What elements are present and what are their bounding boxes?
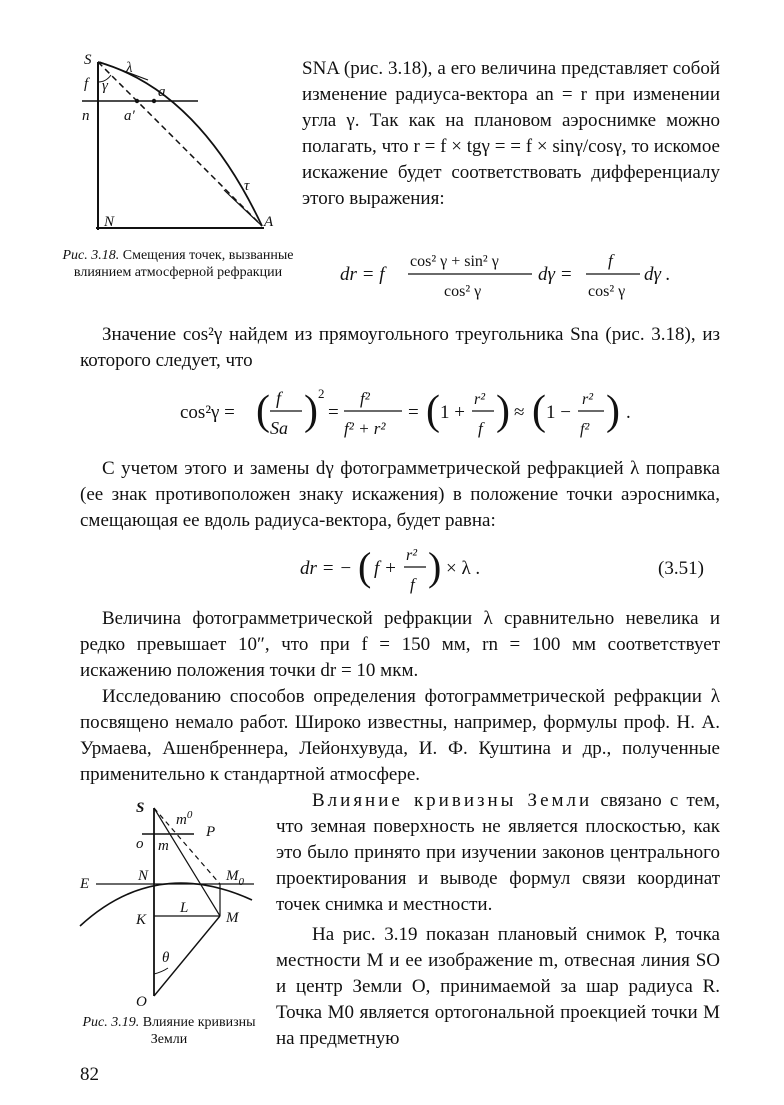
fig319-label-E: E: [80, 876, 90, 892]
fig318-label-lambda: λ: [126, 60, 133, 76]
svg-text:(: (: [358, 544, 372, 589]
svg-text:=: =: [328, 402, 339, 423]
equation-cos: [180, 380, 650, 446]
fig319-label-m0: $m^0$: [176, 809, 193, 828]
eq-dr-num1: cos² γ + sin² γ: [410, 253, 499, 270]
paragraph-value: Величина фотограмметрической рефракции λ сравнительно невелика и редко превышает 10″, что при f = 150 мм, rn = 100 мм соответствует искажению положения точки dr = 10 мкм.: [80, 608, 720, 681]
eq-cos-paren1: 1 +: [440, 402, 465, 423]
eq-cos-f3-den: f: [478, 419, 483, 438]
eq351-frac-den: f: [410, 575, 415, 594]
fig318-caption-number: Рис. 3.18.: [62, 248, 120, 263]
paragraph-fig319: На рис. 3.19 показан плановый снимок P, точка местности M и ее изображение m, отвесная линия SO и центр Земли O, принимаемой за шар радиуса R. Точка M0 является ортогональной проекцией точки M на предметную: [276, 924, 720, 1049]
fig319-label-M0: $M_0$: [226, 868, 244, 888]
paragraph-research: Исследованию способов определения фотограмметрической рефракции λ посвящено немало работ. Широко известны, например, формулы проф. Н. А. Урмаева, Ашенбреннера, Лейонхувуда, И. Ф. Куштина и др., полученные применительно к стандартной атмосфере.: [80, 686, 720, 785]
fig319-label-O: O: [136, 994, 147, 1010]
fig319-label-K: K: [136, 912, 147, 928]
eq-cos-approx: ≈: [514, 402, 525, 423]
paragraph-refraction: С учетом этого и замены dγ фотограмметрической рефракцией λ поправка (ее знак противоположен знаку искажения) в положение точки аэроснимка, смещающая ее вдоль радиуса-вектора, будет равна:: [80, 458, 720, 531]
fig319-label-P: P: [206, 824, 216, 840]
paragraph-cos: Значение cos²γ найдем из прямоугольного треугольника Sna (рис. 3.18), из которого следует, что: [80, 324, 720, 371]
eq351-number: (3.51): [658, 558, 704, 579]
eq-cos-f1-den: Sa: [270, 418, 288, 438]
svg-text:): ): [496, 388, 510, 434]
eq-dr-lhs: dr = f: [340, 264, 385, 285]
eq-cos-f2-den: f² + r²: [344, 419, 386, 438]
figure-3-18: [78, 50, 288, 240]
fig318-caption-text: Смещения точек, вызванные влиянием атмосферной рефракции: [73, 248, 294, 280]
svg-text:(: (: [532, 388, 546, 434]
eq-cos-paren2: 1 −: [546, 402, 571, 423]
eq351-frac-num: r²: [406, 547, 418, 564]
fig319-caption-number: Рис. 3.19.: [82, 1015, 140, 1030]
eq-dr-den2: cos² γ: [588, 283, 626, 300]
svg-text:): ): [428, 544, 442, 589]
fig318-label-S: S: [84, 52, 92, 68]
fig318-label-a: a: [158, 84, 166, 100]
fig319-label-theta: θ: [162, 950, 170, 966]
fig319-label-o: o: [136, 836, 144, 852]
eq-dr-mid: dγ =: [538, 264, 573, 285]
fig318-label-a-prime: a′: [124, 108, 135, 124]
eq-cos-f4-num: r²: [582, 391, 594, 408]
svg-text:2: 2: [318, 386, 325, 401]
eq-cos-f4-den: f²: [580, 421, 590, 438]
eq351-tail: × λ .: [446, 558, 481, 579]
equation-dr: [340, 244, 700, 308]
page-number: 82: [80, 1064, 99, 1085]
svg-text:(: (: [426, 388, 440, 434]
fig318-label-n: n: [82, 108, 90, 124]
fig318-label-gamma: γ: [102, 78, 108, 94]
eq-cos-f3-num: r²: [474, 391, 486, 408]
fig319-label-S: S: [136, 800, 145, 816]
eq-cos-f1-num: f: [276, 388, 282, 408]
fig318-label-f: f: [84, 76, 89, 92]
fig318-label-A: A: [264, 214, 274, 230]
svg-text:(: (: [256, 388, 270, 434]
eq-dr-num2: f: [608, 251, 613, 270]
fig319-label-N: N: [138, 868, 149, 884]
eq-dr-tail: dγ .: [644, 264, 671, 285]
eq351-inner: f +: [374, 558, 397, 579]
eq-dr-den1: cos² γ: [444, 283, 482, 300]
eq-cos-lhs: cos²γ =: [180, 402, 235, 423]
fig319-label-L: L: [180, 900, 189, 916]
curvature-heading: Влияние кривизны Земли: [312, 790, 593, 811]
equation-3-51: [300, 538, 724, 602]
curvature-text: связано с тем, что земная поверхность не является плоскостью, как это было принято при изучении законов центрального проектирования и выводе формул связи координат точек снимка и местности.: [276, 790, 720, 915]
svg-text:.: .: [626, 402, 631, 423]
svg-text:): ): [304, 388, 318, 434]
figure-3-19: [76, 796, 266, 1012]
eq-cos-f2-num: f²: [360, 389, 370, 408]
fig318-label-tau: τ: [244, 178, 250, 194]
paragraph-curvature: [276, 788, 720, 918]
figure-3-18-caption: [62, 247, 294, 281]
fig318-label-N: N: [104, 214, 115, 230]
paragraph-intro: SNA (рис. 3.18), а его величина представляет собой изменение радиуса-вектора an = r при изменении угла γ. Так как на плановом аэроснимке можно полагать, что r = f × tgγ = = f × sinγ/cosγ, то искомое искажение будет соответствовать дифференциалу этого выражения:: [302, 58, 720, 209]
eq351-lhs: dr = −: [300, 558, 353, 579]
fig319-label-M: M: [226, 910, 239, 926]
figure-3-19-caption: [74, 1014, 264, 1048]
svg-text:=: =: [408, 402, 419, 423]
fig319-caption-text: Влияние кривизны Земли: [142, 1015, 256, 1047]
svg-text:): ): [606, 388, 620, 434]
fig319-label-m: m: [158, 838, 169, 854]
